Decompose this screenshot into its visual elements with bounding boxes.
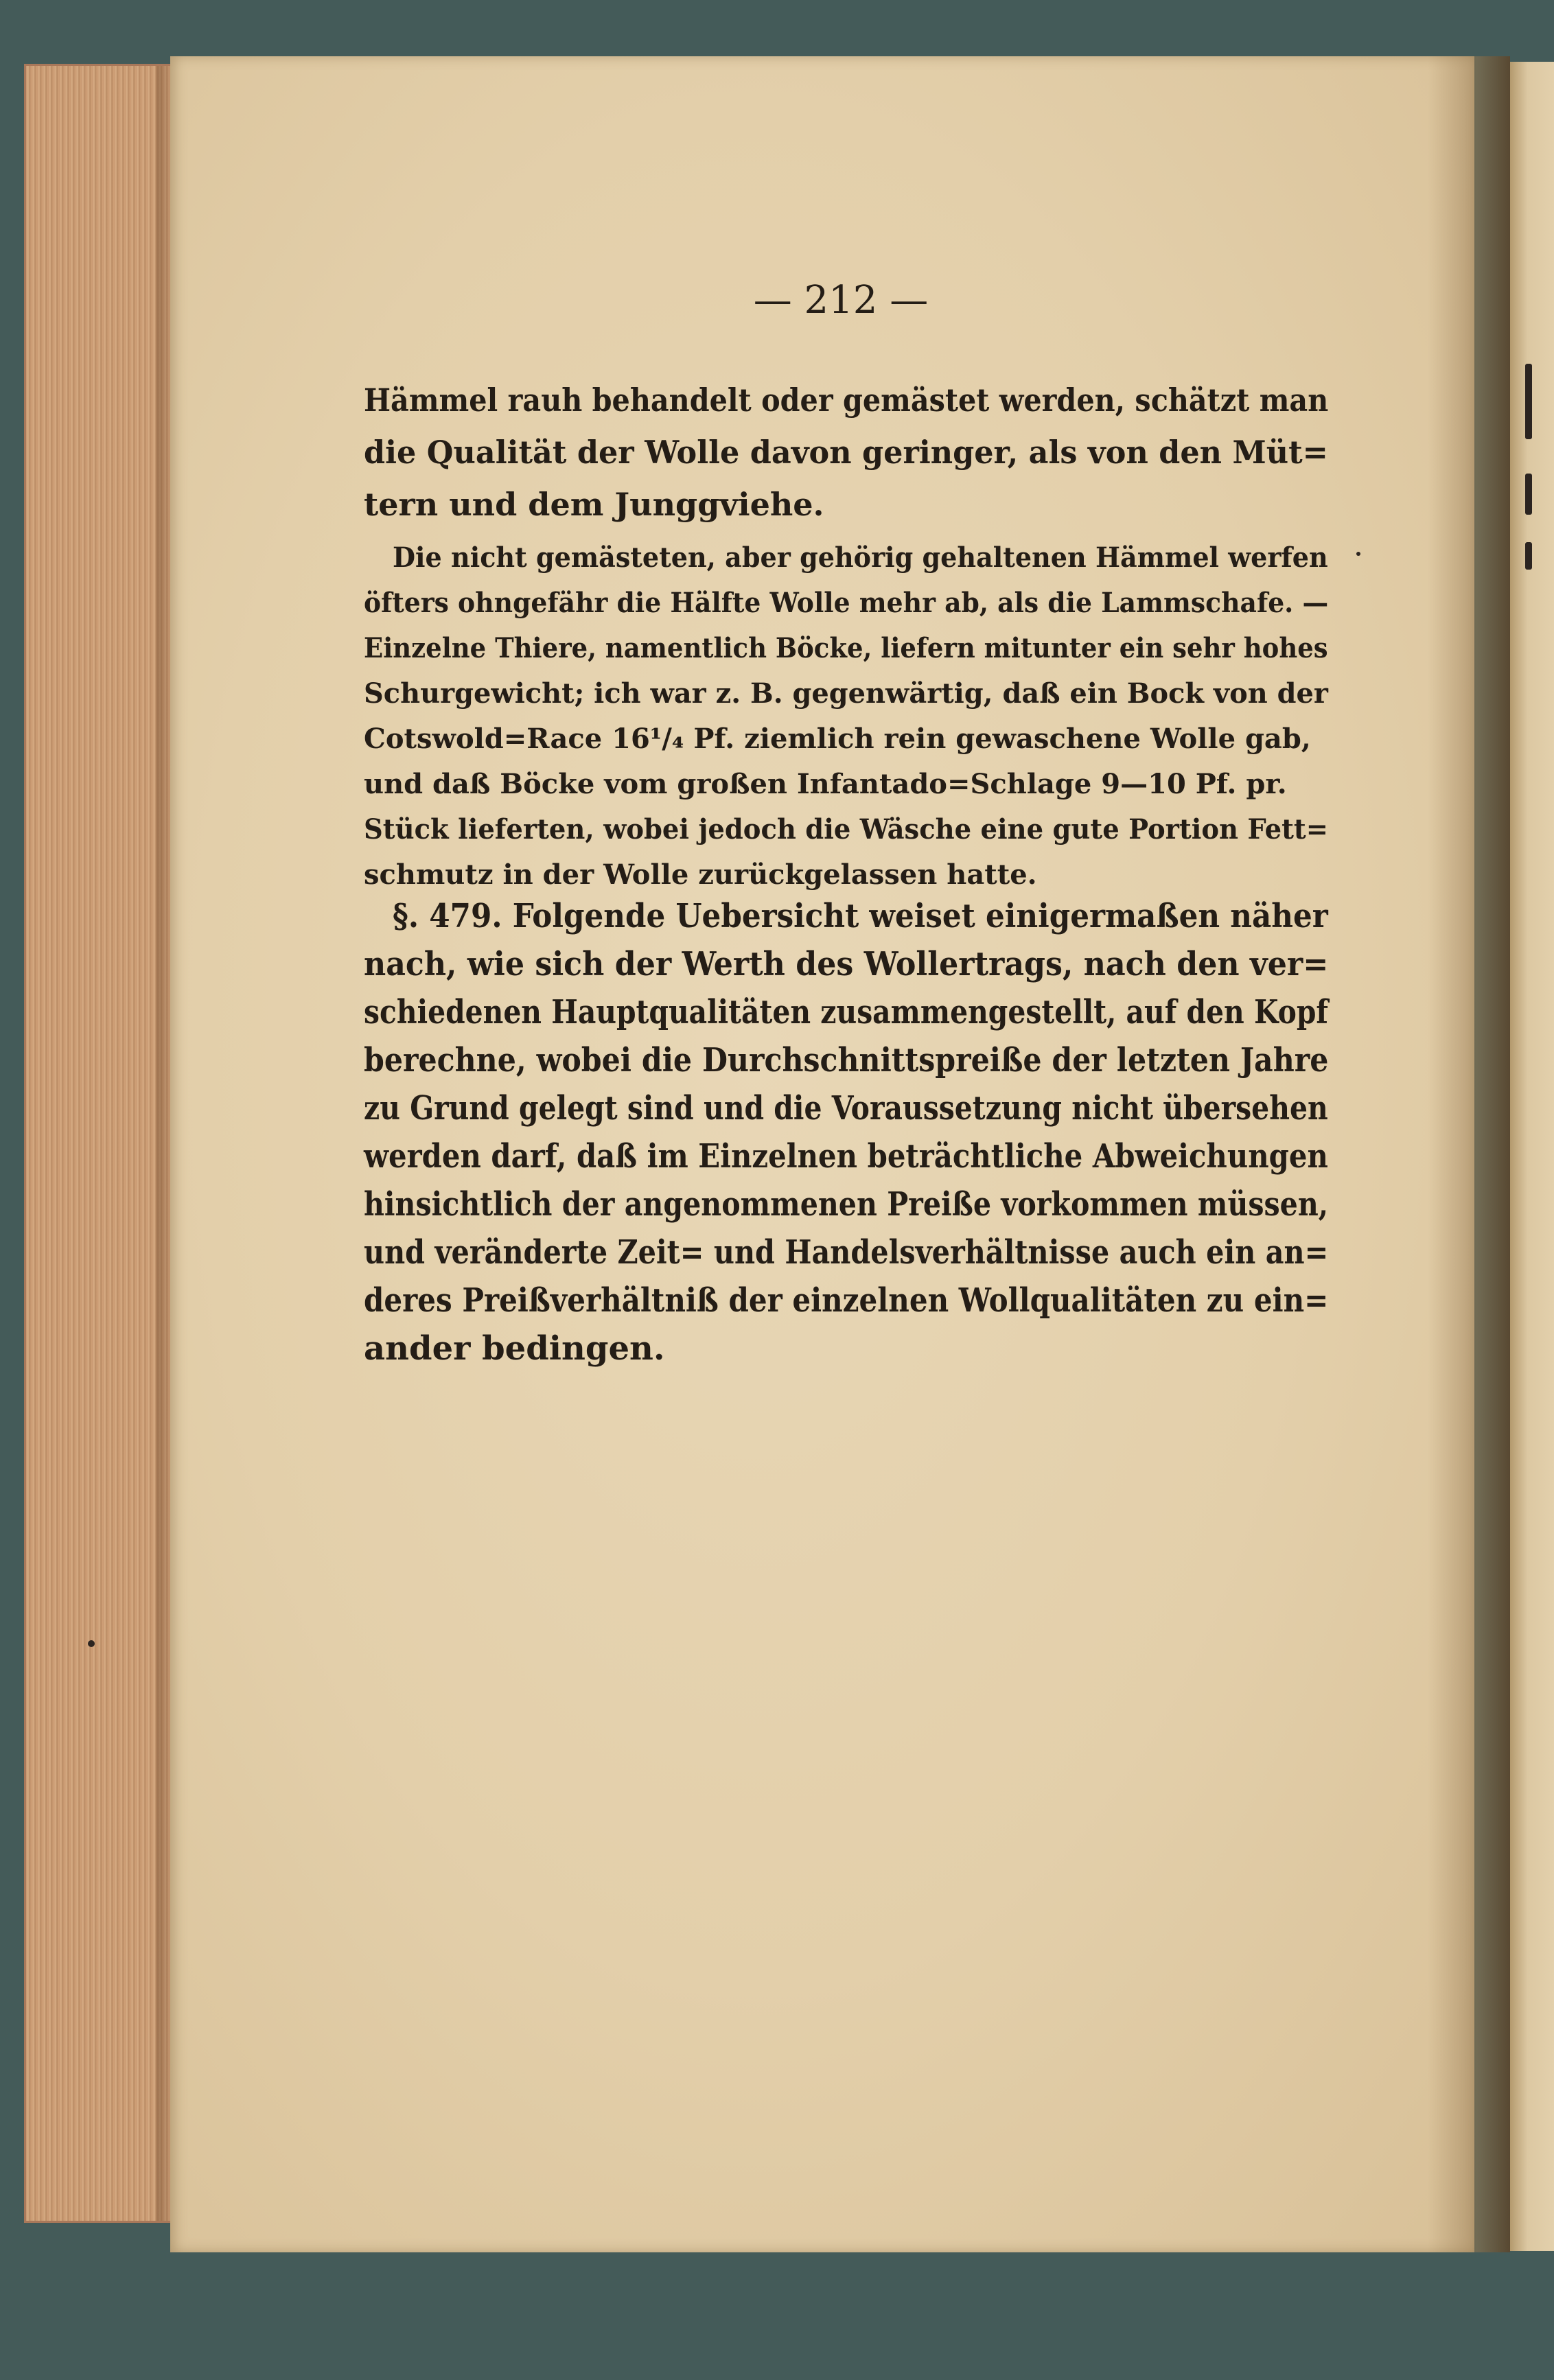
text-line: [364, 807, 1328, 852]
page-number: — 212 —: [753, 278, 929, 323]
line-text: werden darf, daß im Einzelnen beträchtliche Abweichungen: [364, 1137, 1328, 1176]
text-line: [364, 535, 1328, 581]
facing-page-text-fragment: [1525, 474, 1532, 515]
line-text: Stück lieferten, wobei jedoch die Wäsche eine gute Portion Fett=: [364, 813, 1328, 845]
line-text: und daß Böcke vom großen Infantado=Schlage 9—10 Pf. pr.: [364, 768, 1287, 800]
text-line: [364, 626, 1328, 671]
line-text: Hämmel rauh behandelt oder gemästet werden, schätzt man: [364, 382, 1329, 419]
text-line: [364, 1276, 1328, 1325]
line-text: öfters ohngefähr die Hälfte Wolle mehr ab, als die Lammschafe. —: [364, 587, 1329, 619]
line-text: und veränderte Zeit= und Handelsverhältnisse auch ein an=: [364, 1233, 1329, 1272]
facing-page-text-fragment: [1525, 364, 1532, 439]
ink-speck: [1356, 552, 1360, 556]
text-line: [364, 581, 1328, 626]
paragraph-section-479: [364, 892, 1328, 1373]
line-text: schiedenen Hauptqualitäten zusammengestellt, auf den Kopf: [364, 993, 1328, 1031]
text-line: [364, 426, 1328, 478]
line-text: Cotswold=Race 16¹/₄ Pf. ziemlich rein gewaschene Wolle gab,: [364, 723, 1311, 755]
text-line: [364, 1036, 1328, 1084]
text-line: [364, 716, 1328, 762]
line-text: zu Grund gelegt sind und die Voraussetzung nicht übersehen: [364, 1089, 1328, 1128]
line-text: hinsichtlich der angenommenen Preiße vorkommen müssen,: [364, 1185, 1329, 1224]
book-gutter: [1428, 56, 1510, 2252]
ink-speck: [88, 1640, 95, 1647]
line-text: deres Preißverhältniß der einzelnen Wollqualitäten zu ein=: [364, 1281, 1329, 1320]
line-text: tern und dem Junggviehe.: [364, 486, 824, 523]
text-line: [364, 1325, 1328, 1373]
line-text: ander bedingen.: [364, 1329, 665, 1368]
facing-page-edge: [1510, 62, 1554, 2251]
line-text: Die nicht gemästeten, aber gehörig gehaltenen Hämmel werfen: [393, 541, 1328, 574]
line-text: Schurgewicht; ich war z. B. gegenwärtig, daß ein Bock von der: [364, 677, 1328, 710]
page-stack-edge: [26, 66, 172, 2221]
text-line: [364, 1132, 1328, 1180]
text-line: [364, 852, 1328, 898]
paragraph-continuation: [364, 374, 1328, 530]
text-line: [364, 1228, 1328, 1276]
text-line: [364, 940, 1328, 988]
paragraph-small-print: [364, 535, 1328, 898]
text-line: [364, 892, 1328, 940]
text-line: [364, 988, 1328, 1036]
text-line: [364, 1084, 1328, 1132]
line-text: Einzelne Thiere, namentlich Böcke, liefern mitunter ein sehr hohes: [364, 632, 1328, 664]
text-line: [364, 1180, 1328, 1228]
line-text: schmutz in der Wolle zurückgelassen hatte.: [364, 859, 1037, 891]
line-text: §. 479. Folgende Uebersicht weiset einigermaßen näher: [393, 897, 1328, 935]
line-text: berechne, wobei die Durchschnittspreiße der letzten Jahre: [364, 1041, 1329, 1080]
line-text: die Qualität der Wolle davon geringer, als von den Müt=: [364, 434, 1328, 471]
text-line: [364, 478, 1328, 530]
facing-page-text-fragment: [1525, 542, 1532, 570]
line-text: nach, wie sich der Werth des Wollertrags, nach den ver=: [364, 945, 1329, 983]
text-line: [364, 671, 1328, 716]
text-line: [364, 374, 1328, 426]
text-line: [364, 762, 1328, 807]
